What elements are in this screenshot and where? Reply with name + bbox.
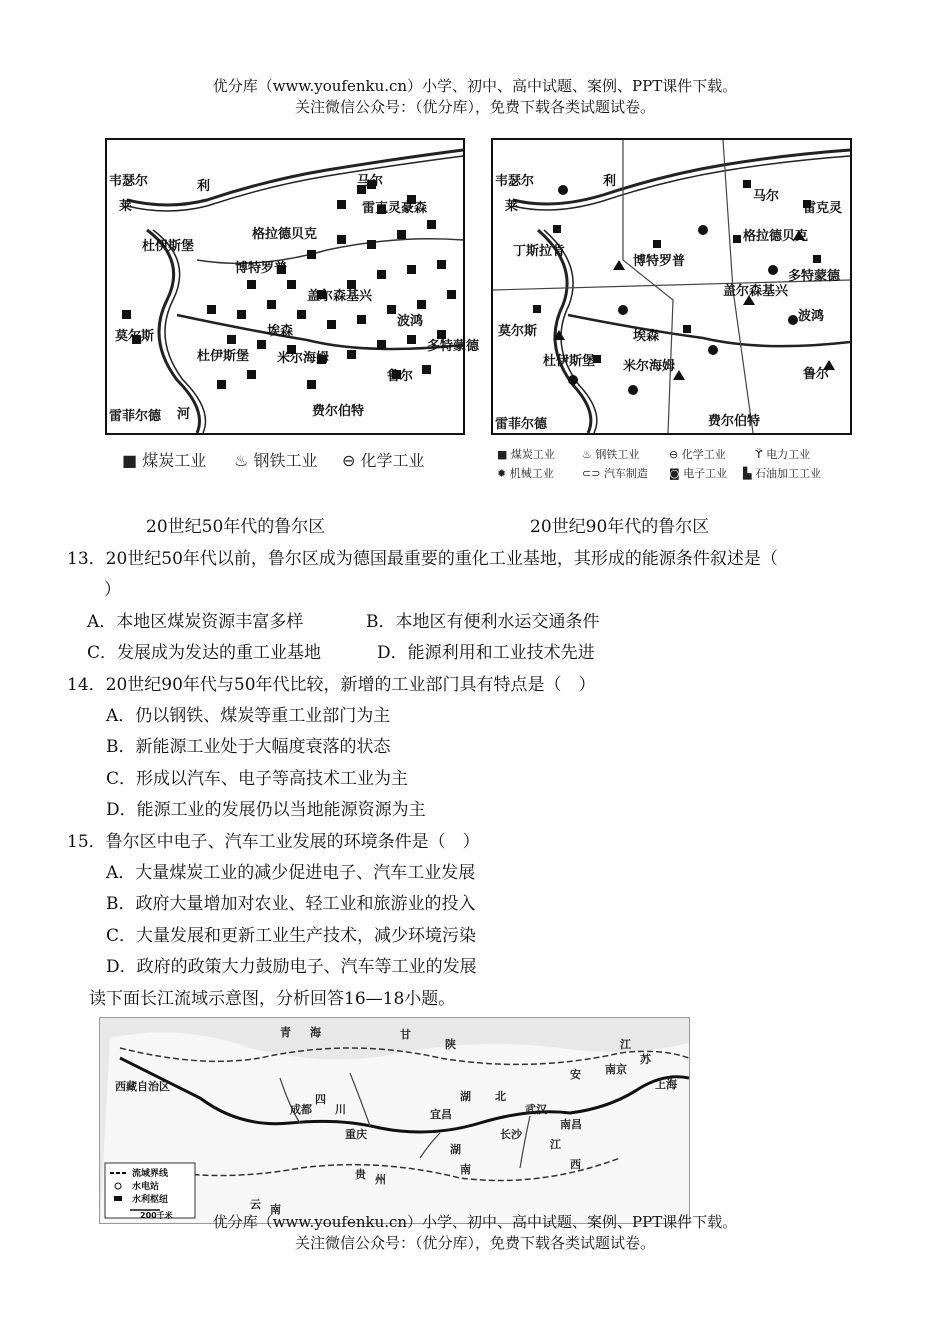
yangtze-place: 湖 — [450, 1143, 461, 1156]
yangtze-basin-map — [99, 1017, 690, 1224]
yangtze-place: 宜昌 — [430, 1108, 452, 1121]
yangtze-place: 州 — [375, 1173, 386, 1186]
q13-option-d: D．能源利用和工业技术先进 — [377, 643, 595, 663]
legend-label: 石油加工工业 — [754, 467, 821, 480]
map1-place: 韦瑟尔 — [109, 174, 149, 189]
ruhr-map-1950s — [105, 138, 480, 435]
map1-place: 埃森 — [267, 324, 294, 339]
map1-place: 马尔 — [357, 174, 384, 189]
yangtze-place: 陕 — [445, 1038, 456, 1051]
map2-place: 莱 — [505, 199, 519, 214]
coal-icon: ■ — [122, 451, 138, 470]
yangtze-place: 西藏自治区 — [115, 1080, 170, 1093]
steel-icon: ♨ — [234, 451, 249, 470]
q13-option-c: C．发展成为发达的重工业基地 — [87, 643, 322, 663]
coal-icon: ■ — [497, 448, 508, 461]
yangtze-place: 北 — [495, 1090, 506, 1103]
map2-place: 鲁尔 — [803, 367, 830, 382]
q13-stem-end: ） — [104, 580, 121, 600]
map2-place: 丁斯拉肯 — [513, 244, 566, 259]
yangtze-place: 武汉 — [525, 1103, 547, 1116]
legend-label: 机械工业 — [509, 467, 554, 480]
map2-place: 埃森 — [633, 329, 660, 344]
q14-option-d: D．能源工业的发展仍以当地能源资源为主 — [106, 800, 426, 820]
map1-place: 格拉德贝克 — [252, 227, 318, 242]
yangtze-place: 长沙 — [500, 1128, 522, 1141]
map1-place: 杜伊斯堡 — [197, 349, 250, 364]
map2-place: 格拉德贝克 — [743, 229, 809, 244]
yangtze-place: 江 — [620, 1038, 631, 1051]
legend-label: 钢铁工业 — [595, 448, 640, 461]
q15-option-d: D．政府的政策大力鼓励电子、汽车等工业的发展 — [106, 957, 477, 977]
header-line-2: 关注微信公众号：（优分库），免费下载各类试题试卷。 — [294, 98, 655, 116]
legend-label: 汽车制造 — [603, 467, 648, 480]
yangtze-place: 南昌 — [560, 1118, 582, 1131]
footer-line-2: 关注微信公众号：（优分库），免费下载各类试题试卷。 — [294, 1234, 655, 1252]
map2-place: 杜伊斯堡 — [543, 354, 596, 369]
yangtze-place: 南 — [460, 1163, 471, 1176]
map2-place: 韦瑟尔 — [495, 174, 535, 189]
yangtze-place: 南京 — [605, 1063, 627, 1076]
yangtze-legend-label: 水利枢纽 — [132, 1195, 169, 1205]
q14-option-a: A．仍以钢铁、煤炭等重工业部门为主 — [106, 706, 391, 726]
yangtze-place: 海 — [310, 1026, 321, 1039]
yangtze-place: 重庆 — [345, 1128, 367, 1141]
q15-option-c: C．大量发展和更新工业生产技术，减少环境污染 — [106, 926, 477, 946]
header-top — [0, 76, 950, 118]
map1-place: 多特蒙德 — [427, 339, 480, 354]
map1-place: 鲁尔 — [387, 369, 414, 384]
map2-place: 波鸿 — [798, 309, 825, 324]
electronics-icon: ◙ — [669, 467, 680, 480]
map1-place: 利 — [197, 179, 211, 194]
legend-label: 煤炭工业 — [510, 448, 555, 461]
q15-option-a: A．大量煤炭工业的减少促进电子、汽车工业发展 — [106, 863, 476, 883]
q14-stem: 14．20世纪90年代与50年代比较，新增的工业部门具有特点是（ ） — [67, 675, 596, 695]
yangtze-place: 成都 — [290, 1103, 312, 1116]
yangtze-legend-label: 200千米 — [140, 1211, 173, 1220]
map1-place: 博特罗普 — [235, 261, 288, 276]
map2-place: 雷菲尔德 — [495, 417, 548, 432]
footer-line-1: 优分库（www.youfenku.cn）小学、初中、高中试题、案例、PPT课件下载。 — [212, 1213, 738, 1231]
ruhr-map-1990s-drawing — [493, 140, 850, 433]
map1-place: 雷菲尔德 — [109, 409, 162, 424]
power-icon: ϔ — [755, 448, 763, 461]
legend-label: 化学工业 — [360, 451, 425, 470]
map2-place: 雷克灵 — [803, 201, 843, 216]
ruhr-legend-1950s — [122, 448, 462, 474]
ruhr-legend-1990s — [497, 446, 852, 484]
map2-place: 利 — [603, 174, 617, 189]
legend-label: 电力工业 — [766, 448, 811, 461]
map2-place: 莫尔斯 — [498, 324, 538, 339]
yangtze-place: 青 — [280, 1026, 291, 1039]
map2-place: 马尔 — [753, 189, 780, 204]
caption-1950s: 20世纪50年代的鲁尔区 — [146, 517, 326, 537]
map1-place: 米尔海姆 — [277, 351, 330, 366]
map1-place: 盖尔森基兴 — [307, 289, 373, 304]
map1-place: 雷克灵豪森 — [362, 201, 428, 216]
map2-places — [495, 173, 842, 432]
q13-stem: 13．20世纪50年代以前，鲁尔区成为德国最重要的重化工业基地，其形成的能源条件叙述是（ — [67, 549, 778, 569]
map1-place: 费尔伯特 — [312, 404, 365, 419]
machinery-icon: ✹ — [497, 467, 507, 480]
yangtze-place: 川 — [335, 1103, 346, 1116]
map2-place: 费尔伯特 — [708, 414, 761, 429]
ruhr-map-1950s-drawing — [107, 140, 480, 433]
chemical-icon: ⊖ — [669, 448, 679, 461]
map2-place: 盖尔森基兴 — [723, 284, 789, 299]
chemical-icon: ⊖ — [342, 451, 356, 470]
header-bottom — [0, 1212, 950, 1254]
q15-stem: 15．鲁尔区中电子、汽车工业发展的环境条件是（ ） — [67, 832, 480, 852]
yangtze-place: 南 — [270, 1203, 281, 1216]
yangtze-place: 苏 — [640, 1053, 651, 1066]
yangtze-place: 安 — [570, 1068, 581, 1081]
car-icon: ⊂⊃ — [582, 467, 601, 480]
yangtze-legend-label: 流域界线 — [132, 1169, 169, 1179]
steel-icon: ♨ — [582, 448, 592, 461]
map1-place: 莱 — [119, 199, 133, 214]
caption-1990s: 20世纪90年代的鲁尔区 — [530, 517, 710, 537]
legend-label: 电子工业 — [683, 467, 728, 480]
yangtze-place: 四 — [315, 1093, 326, 1106]
yangtze-place: 湖 — [460, 1090, 471, 1103]
q13-option-a: A．本地区煤炭资源丰富多样 — [87, 612, 304, 632]
q14-option-c: C．形成以汽车、电子等高技术工业为主 — [106, 769, 409, 789]
map2-place: 米尔海姆 — [623, 359, 676, 374]
oil-icon: ▙ — [743, 467, 752, 480]
legend-label: 煤炭工业 — [142, 451, 207, 470]
yangtze-place: 贵 — [355, 1168, 366, 1181]
yangtze-place: 上海 — [655, 1078, 677, 1091]
map1-place: 杜伊斯堡 — [142, 239, 195, 254]
q14-option-b: B．新能源工业处于大幅度衰落的状态 — [106, 737, 391, 757]
yangtze-place: 江 — [550, 1138, 561, 1151]
map1-place: 莫尔斯 — [115, 329, 155, 344]
yangtze-place: 甘 — [400, 1028, 411, 1041]
legend-label: 钢铁工业 — [253, 451, 318, 470]
map2-place: 博特罗普 — [633, 254, 686, 269]
map1-place: 波鸿 — [397, 314, 424, 329]
header-line-1: 优分库（www.youfenku.cn）小学、初中、高中试题、案例、PPT课件下载。 — [212, 77, 738, 95]
ruhr-map-1990s — [491, 138, 852, 435]
legend-label: 化学工业 — [681, 448, 726, 461]
yangtze-place: 西 — [570, 1158, 581, 1171]
map2-place: 多特蒙德 — [788, 269, 841, 284]
yangtze-map-drawing — [100, 1018, 689, 1223]
map1-place: 河 — [177, 407, 191, 422]
q13-option-b: B．本地区有便利水运交通条件 — [366, 612, 600, 632]
yangtze-legend-label: 水电站 — [132, 1182, 160, 1192]
q15-option-b: B．政府大量增加对农业、轻工业和旅游业的投入 — [106, 894, 476, 914]
q16-intro: 读下面长江流域示意图，分析回答16—18小题。 — [89, 989, 456, 1009]
yangtze-place: 云 — [250, 1198, 261, 1211]
